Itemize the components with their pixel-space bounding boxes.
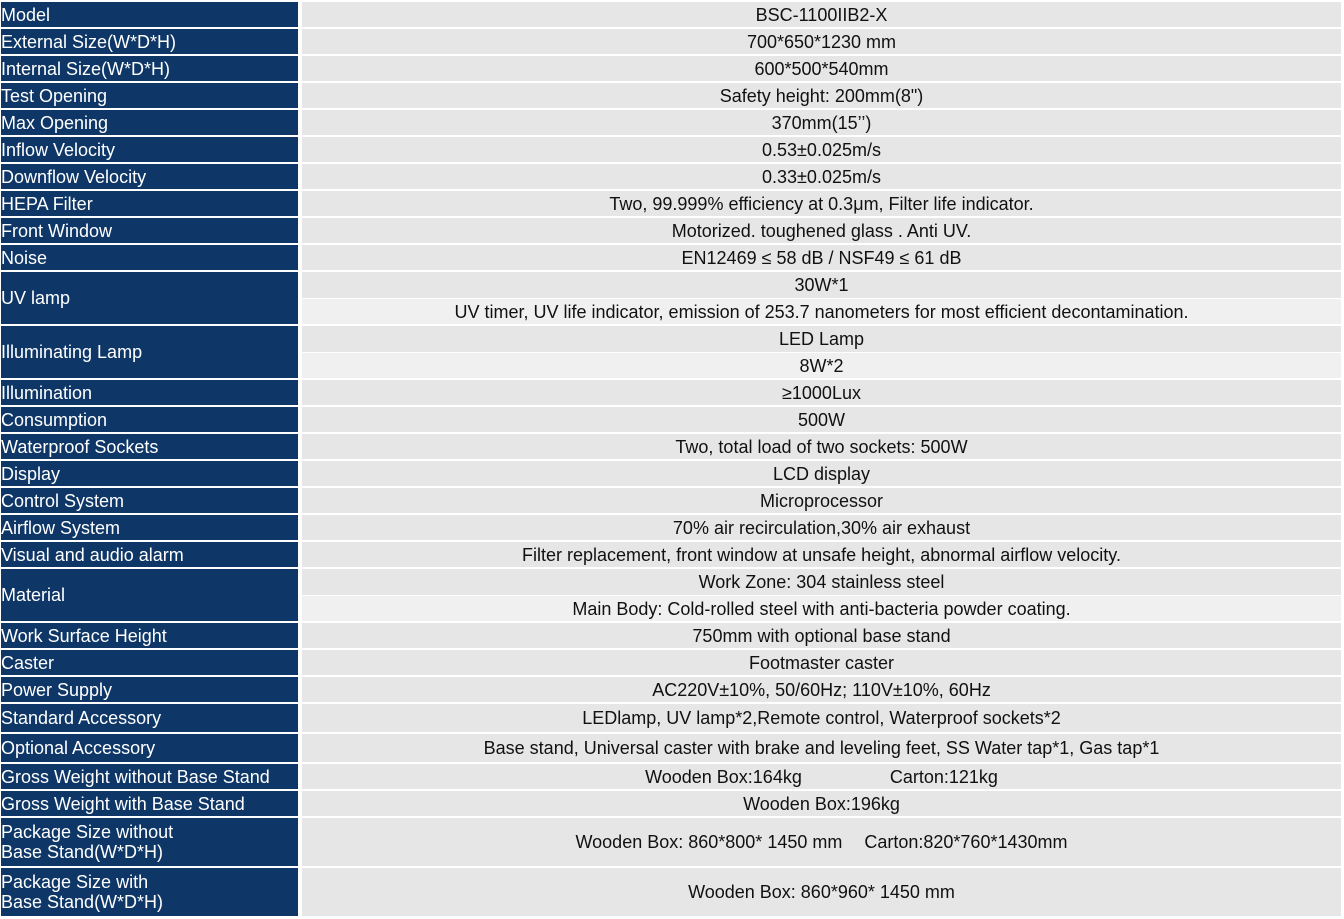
spec-label bbox=[1, 164, 302, 191]
spec-label-text: Caster bbox=[1, 652, 55, 673]
spec-row bbox=[1, 704, 1341, 734]
spec-value bbox=[302, 83, 1341, 110]
spec-label-text: Control System bbox=[1, 490, 125, 511]
spec-label-text: Waterproof Sockets bbox=[1, 436, 159, 457]
spec-row bbox=[1, 191, 1341, 218]
spec-value-text: Footmaster caster bbox=[748, 652, 895, 673]
spec-value-text: Wooden Box: 860*960* 1450 mm bbox=[688, 882, 955, 902]
spec-label bbox=[1, 407, 302, 434]
spec-row bbox=[1, 83, 1341, 110]
spec-value-part: Carton:121kg bbox=[889, 766, 998, 787]
spec-value-part: Carton:820*760*1430mm bbox=[864, 832, 1068, 852]
spec-table-body bbox=[1, 2, 1341, 918]
spec-label-text: Base Stand(W*D*H) bbox=[1, 842, 164, 862]
spec-label-text: Display bbox=[1, 463, 61, 484]
spec-label-text: Test Opening bbox=[1, 85, 108, 106]
spec-value-text: Microprocessor bbox=[759, 490, 884, 511]
spec-label-text: Max Opening bbox=[1, 112, 109, 133]
spec-row bbox=[1, 677, 1341, 704]
spec-value-text: 750mm with optional base stand bbox=[692, 625, 951, 646]
spec-label-text: Consumption bbox=[1, 409, 108, 430]
spec-row bbox=[1, 818, 1341, 868]
spec-label-text: Work Surface Height bbox=[1, 625, 167, 646]
spec-label-text: Illuminating Lamp bbox=[1, 342, 143, 362]
spec-value bbox=[302, 353, 1341, 380]
spec-label bbox=[1, 83, 302, 110]
spec-value bbox=[302, 704, 1341, 734]
spec-value-text: 0.33±0.025m/s bbox=[762, 166, 881, 187]
spec-label bbox=[1, 380, 302, 407]
spec-label bbox=[1, 569, 302, 623]
spec-label-text: Downflow Velocity bbox=[1, 166, 147, 187]
spec-value-text: LED Lamp bbox=[778, 329, 865, 349]
spec-label-text: Front Window bbox=[1, 220, 113, 241]
spec-value-text: 0.53±0.025m/s bbox=[762, 139, 881, 160]
spec-label-text: Power Supply bbox=[1, 679, 113, 700]
spec-value bbox=[302, 137, 1341, 164]
spec-value bbox=[302, 191, 1341, 218]
spec-label bbox=[1, 791, 302, 818]
spec-value-text: AC220V±10%, 50/60Hz; 110V±10%, 60Hz bbox=[652, 679, 991, 700]
spec-row bbox=[1, 461, 1341, 488]
spec-value-text: 500W bbox=[797, 409, 846, 430]
spec-value-text: 600*500*540mm bbox=[754, 58, 889, 79]
spec-row bbox=[1, 380, 1341, 407]
spec-value bbox=[302, 407, 1341, 434]
spec-row bbox=[1, 791, 1341, 818]
spec-label-text: Noise bbox=[1, 247, 48, 268]
spec-value bbox=[302, 764, 1341, 791]
spec-value-text: ≥1000Lux bbox=[782, 382, 861, 403]
spec-label-text: Package Size with bbox=[1, 872, 149, 892]
spec-label bbox=[1, 488, 302, 515]
spec-value bbox=[302, 569, 1341, 596]
spec-row bbox=[1, 515, 1341, 542]
spec-value-text: Motorized. toughened glass . Anti UV. bbox=[671, 220, 972, 241]
spec-value-text: LCD display bbox=[772, 463, 871, 484]
spec-value bbox=[302, 623, 1341, 650]
spec-label bbox=[1, 2, 302, 29]
spec-label-text: Optional Accessory bbox=[1, 738, 156, 758]
spec-value-text: Two, 99.999% efficiency at 0.3μm, Filter life indicator. bbox=[609, 193, 1034, 214]
spec-label-text: Internal Size(W*D*H) bbox=[1, 58, 171, 79]
spec-value-text: 700*650*1230 mm bbox=[746, 31, 897, 52]
spec-label bbox=[1, 515, 302, 542]
spec-value-part: Wooden Box:164kg bbox=[645, 766, 802, 787]
spec-value bbox=[302, 326, 1341, 353]
spec-label-text: Base Stand(W*D*H) bbox=[1, 892, 164, 912]
spec-row bbox=[1, 272, 1341, 299]
spec-label bbox=[1, 623, 302, 650]
spec-label bbox=[1, 272, 302, 326]
spec-value bbox=[302, 461, 1341, 488]
spec-value bbox=[302, 272, 1341, 299]
spec-row bbox=[1, 650, 1341, 677]
spec-row bbox=[1, 2, 1341, 29]
spec-value-text: 70% air recirculation,30% air exhaust bbox=[672, 517, 971, 538]
spec-row bbox=[1, 488, 1341, 515]
spec-row bbox=[1, 110, 1341, 137]
spec-label-text: UV lamp bbox=[1, 288, 71, 308]
spec-label bbox=[1, 56, 302, 83]
spec-row bbox=[1, 623, 1341, 650]
spec-value bbox=[302, 515, 1341, 542]
spec-row bbox=[1, 218, 1341, 245]
spec-label bbox=[1, 650, 302, 677]
spec-value bbox=[302, 542, 1341, 569]
spec-label bbox=[1, 434, 302, 461]
spec-label bbox=[1, 218, 302, 245]
spec-label bbox=[1, 245, 302, 272]
spec-value-text: 8W*2 bbox=[799, 355, 844, 376]
spec-row bbox=[1, 542, 1341, 569]
spec-value-text: 370mm(15’’) bbox=[771, 112, 872, 133]
spec-label bbox=[1, 542, 302, 569]
spec-row bbox=[1, 29, 1341, 56]
spec-value bbox=[302, 2, 1341, 29]
spec-value-text: Two, total load of two sockets: 500W bbox=[675, 436, 968, 457]
spec-label-text: Inflow Velocity bbox=[1, 139, 116, 160]
spec-label bbox=[1, 326, 302, 380]
spec-label-text: Material bbox=[1, 585, 66, 605]
spec-label-text: Gross Weight without Base Stand bbox=[1, 766, 270, 787]
spec-value bbox=[302, 110, 1341, 137]
spec-row bbox=[1, 569, 1341, 596]
spec-row bbox=[1, 56, 1341, 83]
spec-table bbox=[1, 2, 1341, 918]
spec-value-text: 30W*1 bbox=[794, 275, 849, 295]
spec-label-text: Package Size without bbox=[1, 822, 174, 842]
spec-value bbox=[302, 56, 1341, 83]
spec-value bbox=[302, 380, 1341, 407]
spec-row bbox=[1, 164, 1341, 191]
spec-label-text: Gross Weight with Base Stand bbox=[1, 793, 245, 814]
spec-label bbox=[1, 764, 302, 791]
spec-row bbox=[1, 245, 1341, 272]
spec-row bbox=[1, 764, 1341, 791]
spec-value-text: Work Zone: 304 stainless steel bbox=[698, 572, 945, 592]
spec-label bbox=[1, 818, 302, 868]
spec-value bbox=[302, 734, 1341, 764]
spec-row bbox=[1, 137, 1341, 164]
spec-label-text: Standard Accessory bbox=[1, 708, 162, 728]
spec-value bbox=[302, 791, 1341, 818]
spec-value-text: Wooden Box:196kg bbox=[743, 793, 900, 814]
spec-label bbox=[1, 29, 302, 56]
spec-row bbox=[1, 407, 1341, 434]
spec-value-text: Base stand, Universal caster with brake and leveling feet, SS Water tap*1, Gas tap*1 bbox=[483, 738, 1160, 758]
spec-value bbox=[302, 488, 1341, 515]
spec-label-text: Visual and audio alarm bbox=[1, 544, 184, 565]
spec-row bbox=[1, 868, 1341, 918]
spec-row bbox=[1, 326, 1341, 353]
spec-label bbox=[1, 191, 302, 218]
spec-value bbox=[302, 218, 1341, 245]
spec-row bbox=[1, 734, 1341, 764]
spec-value-text: EN12469 ≤ 58 dB / NSF49 ≤ 61 dB bbox=[681, 247, 962, 268]
spec-value bbox=[302, 650, 1341, 677]
spec-label bbox=[1, 110, 302, 137]
spec-value bbox=[302, 677, 1341, 704]
spec-label bbox=[1, 734, 302, 764]
spec-value bbox=[302, 818, 1341, 868]
spec-label-text: Airflow System bbox=[1, 517, 121, 538]
spec-label-text: External Size(W*D*H) bbox=[1, 31, 177, 52]
spec-value bbox=[302, 164, 1341, 191]
spec-label bbox=[1, 677, 302, 704]
spec-value bbox=[302, 434, 1341, 461]
spec-value-text: UV timer, UV life indicator, emission of 253.7 nanometers for most efficient decontamination. bbox=[454, 301, 1189, 322]
spec-label bbox=[1, 868, 302, 918]
spec-label-text: HEPA Filter bbox=[1, 193, 93, 214]
spec-label bbox=[1, 137, 302, 164]
spec-value bbox=[302, 245, 1341, 272]
spec-value-text: Safety height: 200mm(8") bbox=[719, 85, 924, 106]
spec-value bbox=[302, 596, 1341, 623]
spec-value bbox=[302, 868, 1341, 918]
spec-value-text: Main Body: Cold-rolled steel with anti-bacteria powder coating. bbox=[572, 598, 1071, 619]
spec-value-text: Filter replacement, front window at unsafe height, abnormal airflow velocity. bbox=[522, 544, 1121, 565]
spec-row bbox=[1, 434, 1341, 461]
spec-value-text: LEDlamp, UV lamp*2,Remote control, Waterproof sockets*2 bbox=[582, 708, 1061, 728]
spec-label-text: Illumination bbox=[1, 382, 93, 403]
spec-label bbox=[1, 704, 302, 734]
spec-value bbox=[302, 299, 1341, 326]
spec-label-text: Model bbox=[1, 4, 51, 25]
spec-value-text: BSC-1100IIB2-X bbox=[755, 4, 888, 25]
spec-value bbox=[302, 29, 1341, 56]
spec-value-part: Wooden Box: 860*800* 1450 mm bbox=[575, 832, 843, 852]
spec-label bbox=[1, 461, 302, 488]
